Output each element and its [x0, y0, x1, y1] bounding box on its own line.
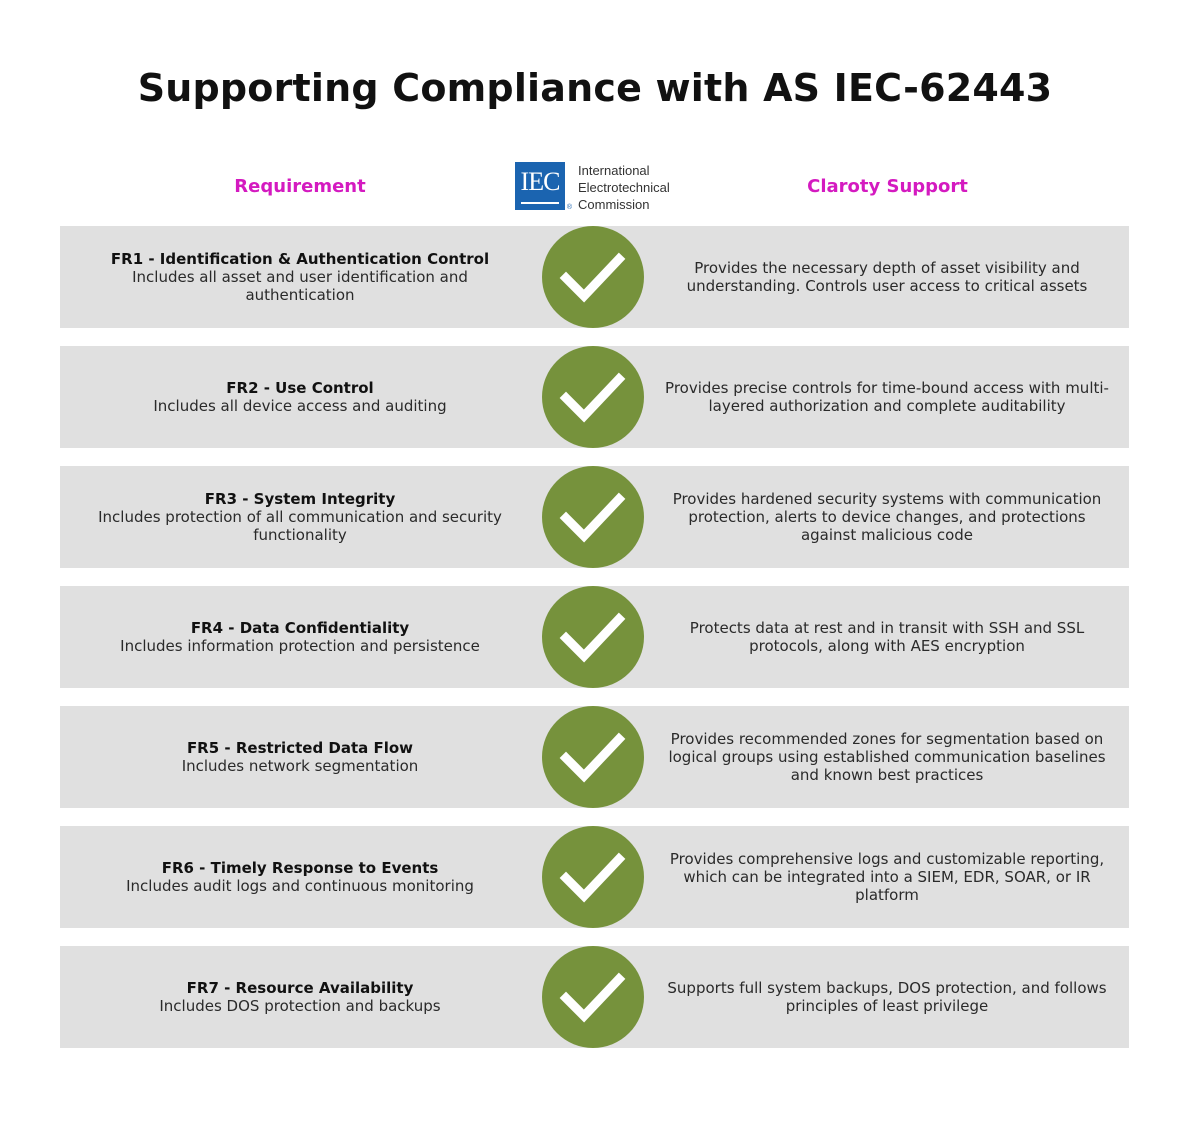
check-icon [542, 706, 644, 808]
iec-logo-line: International [578, 163, 650, 178]
support-cell: Provides comprehensive logs and customizable reporting, which can be integrated into a SIEM, EDR, SOAR, or IR platform [669, 850, 1105, 904]
check-icon [542, 826, 644, 928]
iec-logo-line: Commission [578, 197, 650, 212]
table-row [60, 586, 1129, 688]
requirement-description: Includes information protection and persistence [120, 637, 480, 655]
requirement-title: FR4 - Data Confidentiality [190, 619, 410, 637]
requirement-title: FR1 - Identification & Authentication Control [110, 250, 490, 268]
check-icon [542, 226, 644, 328]
requirement-cell [80, 826, 520, 928]
support-cell: Provides hardened security systems with communication protection, alerts to device changes, and protections against malicious code [672, 490, 1102, 544]
requirement-description: Includes all asset and user identification and authentication [132, 268, 468, 304]
table-row [60, 706, 1129, 808]
requirement-title: FR3 - System Integrity [204, 490, 396, 508]
requirement-cell [80, 466, 520, 568]
requirement-column-header: Requirement [234, 176, 366, 197]
check-icon [542, 466, 644, 568]
table-row [60, 946, 1129, 1048]
support-cell: Provides the necessary depth of asset visibility and understanding. Controls user access to critical assets [686, 259, 1088, 295]
requirement-description: Includes all device access and auditing [153, 397, 447, 415]
support-cell: Protects data at rest and in transit with SSH and SSL protocols, along with AES encryption [689, 619, 1085, 655]
requirement-title: FR2 - Use Control [226, 379, 374, 397]
requirement-title: FR5 - Restricted Data Flow [186, 739, 414, 757]
support-cell: Provides recommended zones for segmentation based on logical groups using established communication baselines and known best practices [668, 730, 1106, 784]
requirement-description: Includes audit logs and continuous monitoring [126, 877, 474, 895]
requirement-title: FR7 - Resource Availability [186, 979, 414, 997]
registered-mark: ® [566, 204, 572, 211]
support-cell: Provides precise controls for time-bound access with multi-layered authorization and complete auditability [665, 379, 1109, 415]
check-icon [542, 946, 644, 1048]
requirement-cell [80, 706, 520, 808]
requirement-cell [80, 346, 520, 448]
table-row [60, 826, 1129, 928]
check-icon [542, 346, 644, 448]
table-row [60, 466, 1129, 568]
requirement-description: Includes DOS protection and backups [159, 997, 441, 1015]
requirement-cell [80, 946, 520, 1048]
check-icon [542, 586, 644, 688]
requirement-description: Includes protection of all communication and security functionality [98, 508, 502, 544]
requirement-cell [80, 226, 520, 328]
requirement-description: Includes network segmentation [181, 757, 419, 775]
page-title: Supporting Compliance with AS IEC-62443 [137, 66, 1053, 110]
requirement-title: FR6 - Timely Response to Events [161, 859, 439, 877]
iec-logo-line: Electrotechnical [578, 180, 670, 195]
iec-logo-abbr: IEC [520, 167, 560, 196]
support-column-header: Claroty Support [807, 176, 968, 197]
support-cell: Supports full system backups, DOS protection, and follows principles of least privilege [667, 979, 1107, 1015]
requirement-cell [80, 586, 520, 688]
table-row [60, 226, 1129, 328]
table-row [60, 346, 1129, 448]
